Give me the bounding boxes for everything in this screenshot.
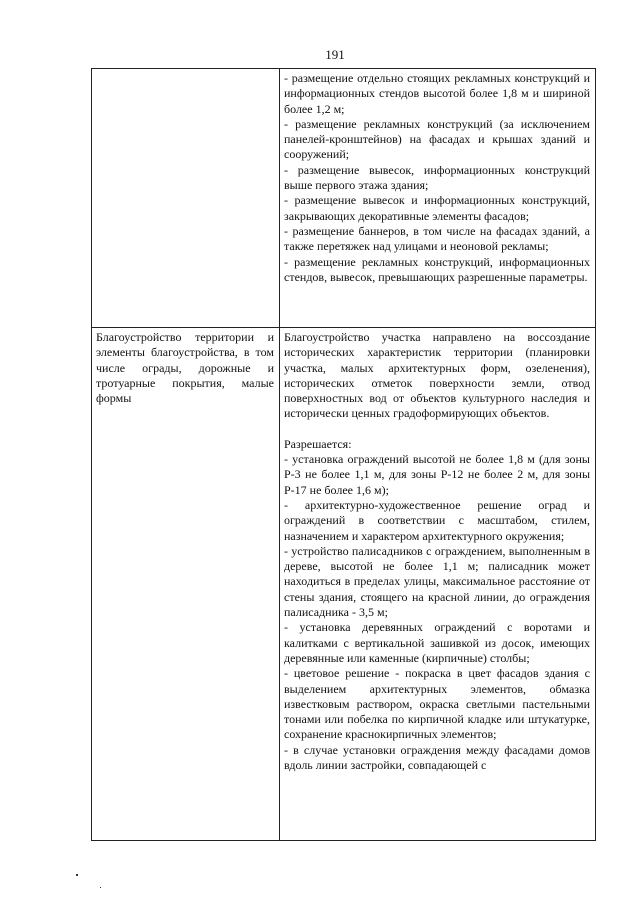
scan-speck	[76, 874, 78, 876]
page-number: 191	[325, 47, 345, 62]
table-row	[92, 328, 596, 841]
row-2-left-cell	[92, 328, 280, 841]
permitted-item: - установка ограждений высотой не более 1,8 м (для зоны Р-3 не более 1,1 м, для зоны Р-12 не более 2 м, для зоны Р-17 не более 1,6 м);	[284, 452, 590, 497]
restriction-item: - размещение вывесок и информационных конструкций, закрывающих декоративные элементы фасадов;	[284, 193, 590, 223]
row-1-right-cell	[280, 69, 596, 328]
permitted-item: - в случае установки ограждения между фасадами домов вдоль линии застройки, совпадающей с	[284, 742, 590, 773]
permitted-item: - устройство палисадников с ограждением, выполненным в дереве, высотой не более 1,1 м; палисадник может находиться в пределах улицы, максимальное расстояние от стены здания, стоящего на красной линии, до ограждения палисадника - 3,5 м;	[284, 543, 590, 620]
regulations-table	[91, 68, 596, 841]
restriction-item: - размещение рекламных конструкций (за исключением панелей-кронштейнов) на фасадах и крышах зданий и сооружений;	[284, 116, 590, 162]
permitted-heading: Разрешается:	[284, 436, 352, 451]
row-2-right-cell	[280, 328, 596, 841]
category-title: Благоустройство территории и элементы благоустройства, в том числе ограды, дорожные и тротуарные покрытия, малые формы	[96, 330, 274, 406]
restriction-item: - размещение отдельно стоящих рекламных конструкций и информационных стендов высотой более 1,8 м и шириной более 1,2 м;	[284, 71, 590, 116]
permitted-item: - архитектурно-художественное решение оград и ограждений в соответствии с масштабом, стилем, назначением и характером архитектурного окружения;	[284, 497, 590, 543]
restriction-item: - размещение рекламных конструкций, информационных стендов, вывесок, превышающих разрешенные параметры.	[284, 254, 590, 284]
permitted-item: - установка деревянных ограждений с воротами и калитками с вертикальной зашивкой из досок, имеющих деревянные или каменные (кирпичные) столбы;	[284, 620, 590, 665]
restriction-item: - размещение баннеров, в том числе на фасадах зданий, а также перетяжек над улицами и неоновой рекламы;	[284, 223, 590, 254]
intro-paragraph: Благоустройство участка направлено на воссоздание исторических характеристик территории (планировки участка, малых архитектурных форм, озеленения), исторических отметок поверхности земли, отвод поверхностных вод от объектов культурного наследия и исторически ценных градоформирующих объектов.	[284, 330, 590, 421]
scan-speck	[100, 887, 101, 888]
table-row	[92, 69, 596, 328]
row-1-left-cell	[92, 69, 280, 328]
permitted-item: - цветовое решение - покраска в цвет фасадов здания с выделением архитектурных элементов, обмазка известковым раствором, окраска светлыми пастельными тонами или побелка по кирпичной кладке или штукатурке, сохранение краснокирпичных элементов;	[284, 666, 590, 742]
restriction-item: - размещение вывесок, информационных конструкций выше первого этажа здания;	[284, 162, 590, 193]
